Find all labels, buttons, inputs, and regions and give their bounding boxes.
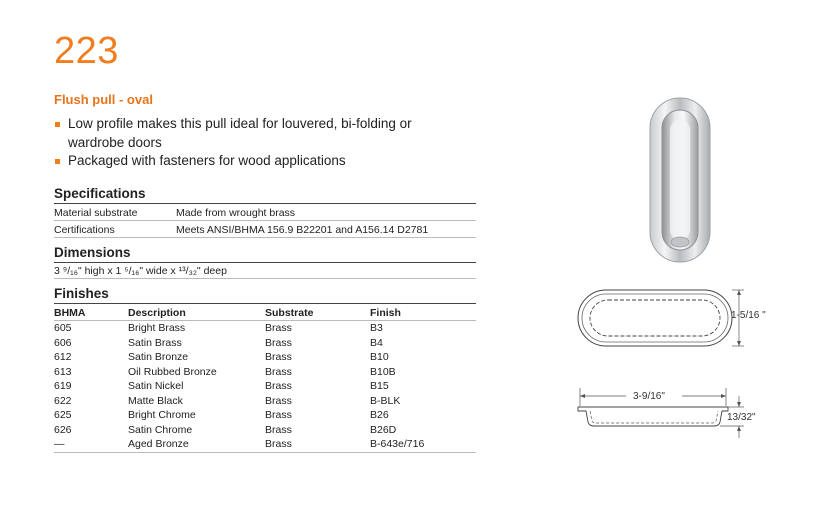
- finish-cell: B4: [370, 336, 383, 349]
- description-cell: Satin Bronze: [128, 351, 189, 363]
- bullet-icon: [55, 122, 60, 127]
- divider: [54, 262, 476, 263]
- bhma-cell: 625: [54, 409, 72, 421]
- substrate-cell: Brass: [265, 438, 292, 450]
- table-row: [54, 336, 476, 351]
- feature-list: [54, 115, 454, 171]
- description-cell: Satin Chrome: [128, 423, 193, 436]
- table-row: [54, 350, 476, 365]
- spec-row: [54, 224, 476, 238]
- bhma-cell: 612: [54, 351, 72, 363]
- length-dimension: 3-9/16": [633, 391, 665, 402]
- bhma-cell: 626: [54, 423, 72, 436]
- substrate-cell: Brass: [265, 322, 292, 334]
- finish-cell: B10B: [370, 365, 396, 378]
- spec-label: Certifications: [54, 224, 115, 236]
- feature-item: Low profile makes this pull ideal for louvered, bi-folding or wardrobe doors: [54, 115, 454, 152]
- table-row: [54, 379, 476, 394]
- table-row: [54, 408, 476, 423]
- column-header: Finish: [370, 307, 401, 319]
- description-cell: Aged Bronze: [128, 438, 189, 450]
- description-cell: Bright Brass: [128, 322, 186, 334]
- table-row: [54, 423, 476, 438]
- finish-cell: B3: [370, 322, 383, 334]
- divider: [54, 220, 476, 221]
- column-header: BHMA: [54, 307, 86, 319]
- finish-cell: B10: [370, 351, 389, 363]
- bhma-cell: 606: [54, 336, 72, 349]
- divider: [54, 452, 476, 453]
- divider: [54, 237, 476, 238]
- substrate-cell: Brass: [265, 423, 292, 436]
- divider: [54, 303, 476, 304]
- table-row: [54, 321, 476, 336]
- finishes-heading: Finishes: [54, 286, 109, 301]
- description-cell: Matte Black: [128, 394, 183, 407]
- description-cell: Oil Rubbed Bronze: [128, 365, 217, 378]
- spec-value: Made from wrought brass: [176, 207, 296, 219]
- column-header: Substrate: [265, 307, 314, 319]
- bhma-cell: 622: [54, 394, 72, 407]
- top-view-drawing: [574, 282, 784, 352]
- bhma-cell: 619: [54, 380, 72, 392]
- description-cell: Satin Brass: [128, 336, 182, 349]
- feature-item: Packaged with fasteners for wood applications: [54, 152, 454, 171]
- model-number: 223: [54, 30, 119, 72]
- substrate-cell: Brass: [265, 351, 292, 363]
- width-dimension: 1-5/16 ": [731, 310, 766, 321]
- bhma-cell: 605: [54, 322, 72, 334]
- bhma-cell: 613: [54, 365, 72, 378]
- substrate-cell: Brass: [265, 336, 292, 349]
- finishes-header-row: [54, 307, 476, 321]
- product-photo: [640, 94, 720, 266]
- finish-cell: B15: [370, 380, 389, 392]
- column-header: Description: [128, 307, 186, 319]
- specifications-heading: Specifications: [54, 186, 146, 201]
- table-row: [54, 394, 476, 409]
- description-cell: Satin Nickel: [128, 380, 184, 392]
- finish-cell: B26: [370, 409, 389, 421]
- description-cell: Bright Chrome: [128, 409, 196, 421]
- substrate-cell: Brass: [265, 380, 292, 392]
- spec-value: Meets ANSI/BHMA 156.9 B22201 and A156.14 D2781: [176, 224, 429, 236]
- spec-label: Material substrate: [54, 207, 138, 219]
- table-row: [54, 365, 476, 380]
- dimensions-heading: Dimensions: [54, 245, 131, 260]
- substrate-cell: Brass: [265, 409, 292, 421]
- bhma-cell: —: [54, 438, 65, 450]
- finish-cell: B-BLK: [370, 394, 401, 407]
- finish-cell: B-643e/716: [370, 438, 425, 450]
- spec-row: [54, 207, 476, 221]
- product-subtitle: Flush pull - oval: [54, 92, 153, 107]
- finish-cell: B26D: [370, 423, 397, 436]
- side-view-drawing: [574, 382, 784, 442]
- bullet-icon: [55, 159, 60, 164]
- substrate-cell: Brass: [265, 365, 292, 378]
- substrate-cell: Brass: [265, 394, 292, 407]
- divider: [54, 278, 476, 279]
- finishes-table: [54, 321, 476, 452]
- divider: [54, 203, 476, 204]
- dimensions-text: 3 ⁹/₁₆" high x 1 ⁵/₁₆" wide x ¹³/₃₂" deep: [54, 265, 227, 277]
- depth-dimension: 13/32": [727, 412, 756, 423]
- table-row: [54, 437, 476, 452]
